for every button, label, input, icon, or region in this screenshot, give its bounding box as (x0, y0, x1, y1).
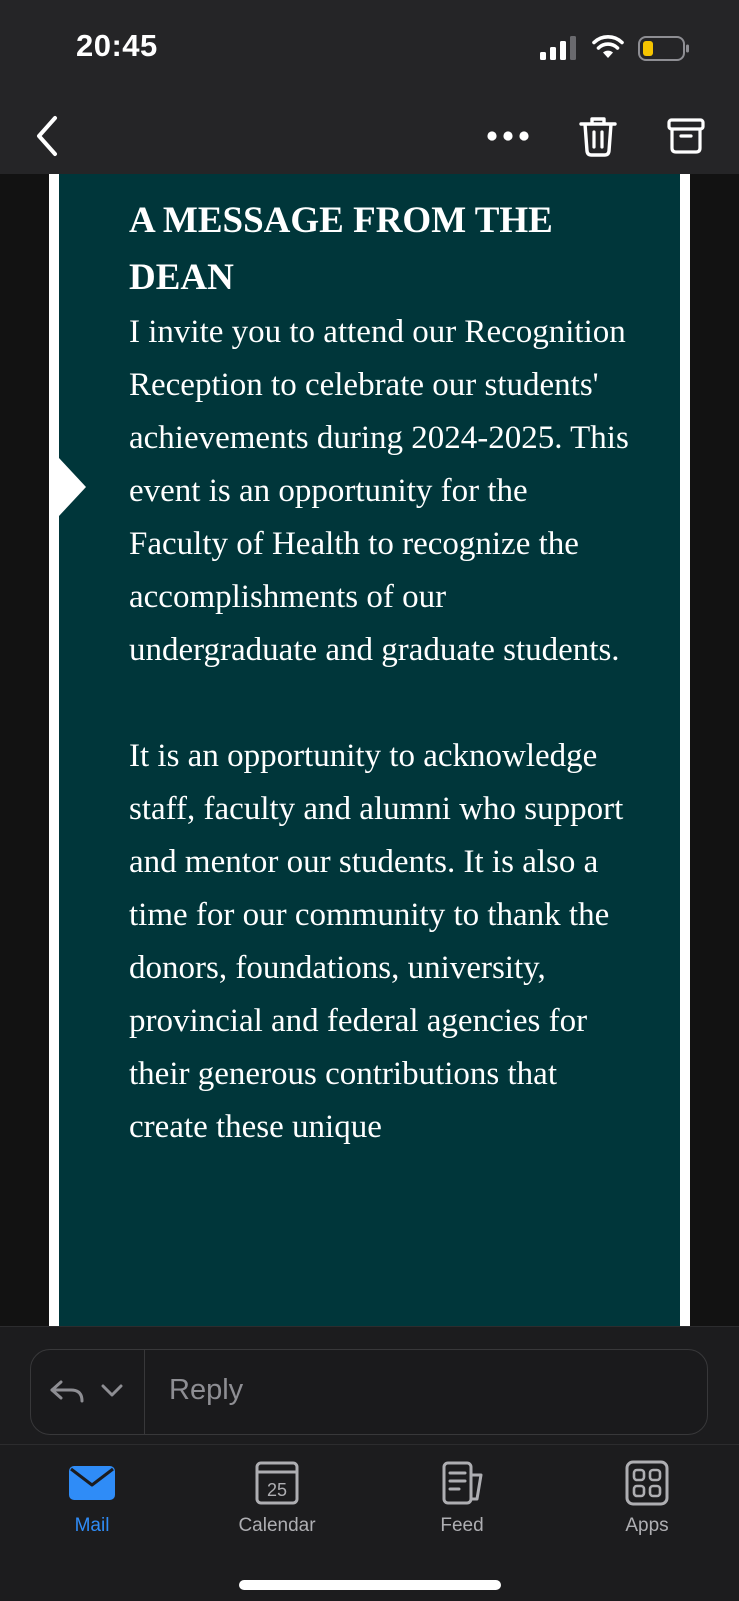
message-heading: A MESSAGE FROM THE DEAN (129, 200, 553, 298)
tab-label: Mail (74, 1515, 110, 1536)
battery-low-icon (638, 36, 690, 61)
home-indicator[interactable] (239, 1580, 501, 1590)
message-paragraph: I invite you to attend our Recognition Reception to celebrate our students' achievements during 2024-2025. This event is an opportunity for the Faculty of Health to recognize the accomplishments of our undergraduate and graduate students. (129, 314, 629, 668)
tab-feed[interactable] (392, 1459, 532, 1549)
message-toolbar (0, 100, 739, 174)
dean-message-panel (59, 174, 680, 1326)
back-chevron-icon (33, 114, 63, 158)
chevron-down-icon (101, 1384, 123, 1398)
more-options-icon (486, 130, 530, 142)
message-paragraph: It is an opportunity to acknowledge staff, faculty and alumni who support and mentor our students. It is also a time for our community to thank the donors, foundations, university, provincial and federal agencies for their generous contributions that create these unique (129, 738, 624, 1145)
panel-pointer (59, 458, 86, 516)
reply-field[interactable] (30, 1349, 708, 1435)
tab-bar (0, 1444, 739, 1601)
tab-calendar[interactable] (207, 1459, 347, 1549)
archive-button[interactable] (660, 110, 712, 162)
mail-icon (67, 1459, 117, 1507)
back-button[interactable] (22, 110, 74, 162)
calendar-icon (252, 1459, 302, 1507)
reply-options-button[interactable] (31, 1350, 145, 1434)
tab-label: Feed (440, 1515, 484, 1536)
tab-apps[interactable] (577, 1459, 717, 1549)
wifi-icon (592, 34, 624, 60)
status-bar (0, 0, 739, 100)
tab-label: Apps (625, 1515, 669, 1536)
reply-bar (0, 1326, 739, 1445)
archive-icon (667, 117, 705, 155)
message-body-scroll[interactable] (0, 174, 739, 1326)
tab-label: Calendar (238, 1515, 316, 1536)
cellular-signal-icon (540, 36, 578, 60)
calendar-date-badge: 25 (266, 1480, 288, 1500)
apps-grid-icon (622, 1459, 672, 1507)
trash-icon (579, 115, 617, 157)
tab-mail[interactable] (22, 1459, 162, 1549)
reply-arrow-icon (49, 1378, 85, 1406)
status-time: 20:45 (76, 28, 158, 63)
delete-button[interactable] (572, 110, 624, 162)
feed-icon (437, 1459, 487, 1507)
reply-placeholder: Reply (169, 1374, 244, 1406)
message-frame (49, 174, 690, 1326)
more-options-button[interactable] (482, 110, 534, 162)
